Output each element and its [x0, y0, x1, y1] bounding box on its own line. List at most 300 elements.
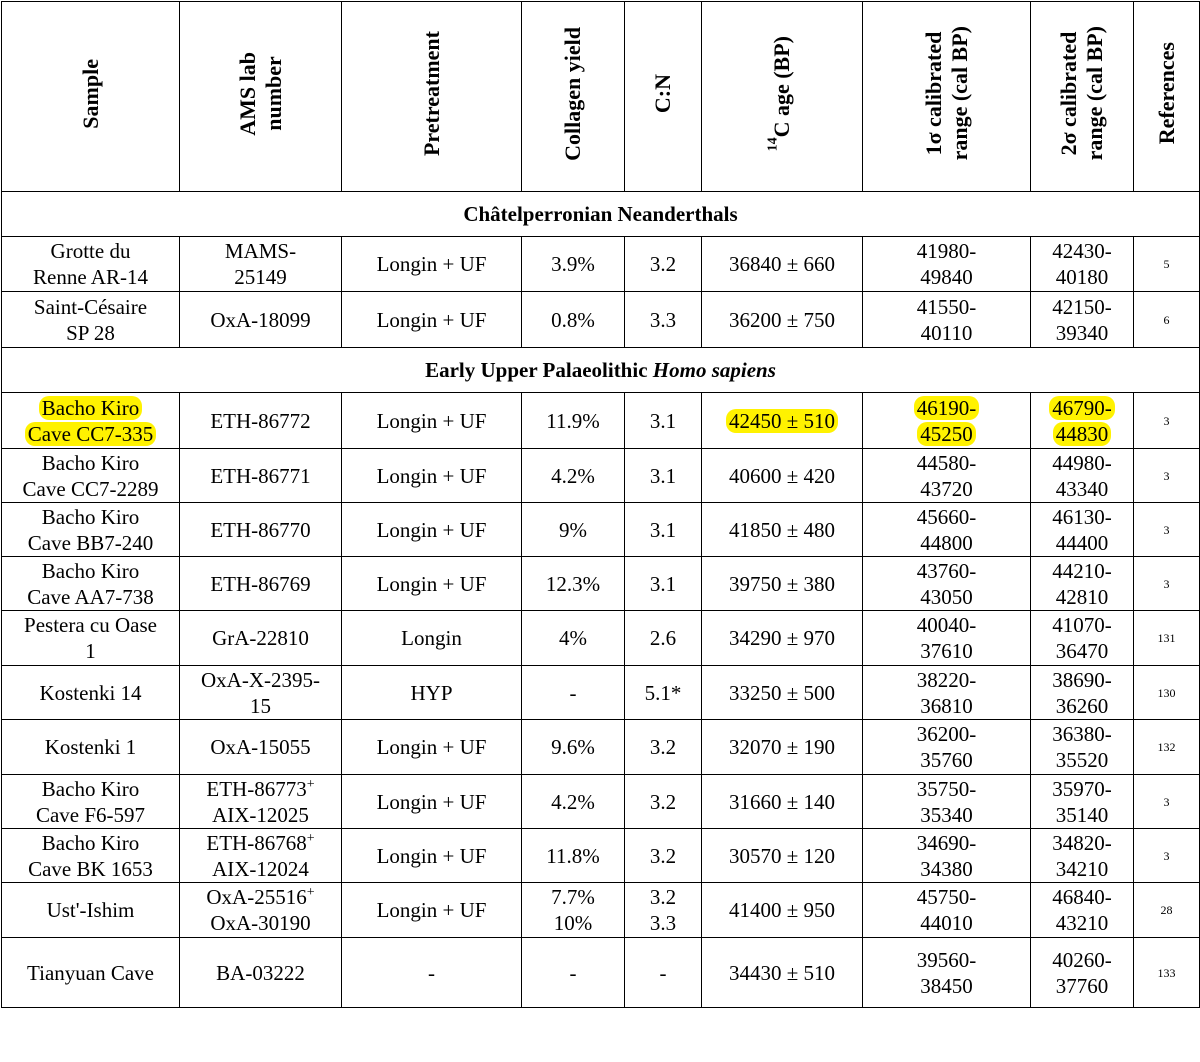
cell-cn — [625, 720, 702, 775]
cell-s2 — [1031, 557, 1134, 611]
cell-line: 44980- — [1052, 450, 1112, 475]
cell-line: 34690- — [916, 830, 977, 855]
cell-ams — [180, 557, 342, 611]
cell-line: OxA-18099 — [210, 307, 311, 332]
cell-line: 49840 — [920, 265, 973, 289]
cell-line: 39560- — [916, 947, 977, 972]
cell-line: OxA-25516 — [206, 885, 307, 909]
table-row — [2, 557, 1200, 611]
cell-s1 — [863, 938, 1031, 1008]
cell-text: 28 — [1160, 903, 1173, 917]
radiocarbon-table — [1, 1, 1200, 1008]
cell-col — [522, 938, 625, 1008]
cell-text: 3 — [1163, 794, 1170, 809]
cell-ams — [180, 883, 342, 938]
cell-ref — [1134, 883, 1200, 938]
table-row — [2, 503, 1200, 557]
cell-ref — [1134, 775, 1200, 829]
cell-sample — [2, 503, 180, 557]
cell-text: Longin + UF — [376, 898, 487, 922]
cell-text: 4% — [559, 626, 587, 650]
cell-col — [522, 720, 625, 775]
cell-s1 — [863, 237, 1031, 292]
cell-text: Longin — [401, 626, 462, 650]
cell-line: ETH-86769 — [210, 571, 311, 596]
cell-line: Cave BK 1653 — [28, 856, 153, 881]
cell-text: 36200 ± 750 — [728, 307, 836, 332]
cell-line: Ust'-Ishim — [46, 898, 135, 922]
cell-col — [522, 393, 625, 449]
cell-s1 — [863, 720, 1031, 775]
cell-text: 39750 ± 380 — [728, 571, 836, 596]
cell-cn — [625, 503, 702, 557]
cell-line: 46790- — [1052, 395, 1112, 420]
cell-s1 — [863, 883, 1031, 938]
cell-line: 44400 — [1055, 530, 1109, 555]
cell-text: 31660 ± 140 — [728, 789, 836, 814]
highlight-mark — [914, 396, 980, 446]
table-row — [2, 292, 1200, 348]
table-row — [2, 393, 1200, 449]
cell-text: 3.2 — [649, 885, 677, 909]
cell-pre — [342, 938, 522, 1008]
cell-col — [522, 611, 625, 666]
cell-col — [522, 503, 625, 557]
cell-sample — [2, 611, 180, 666]
cell-line: 46190- — [916, 395, 977, 420]
cell-text: 3 — [1163, 413, 1170, 428]
cell-ams — [180, 611, 342, 666]
cell-text: 133 — [1157, 965, 1176, 980]
table-row — [2, 237, 1200, 292]
cell-text: 33250 ± 500 — [728, 680, 836, 705]
cell-ams — [180, 449, 342, 503]
cell-text-second: 10% — [553, 911, 593, 935]
cell-text: - — [569, 680, 577, 705]
cell-ref — [1134, 666, 1200, 720]
cell-sample — [2, 557, 180, 611]
table-row — [2, 938, 1200, 1008]
cell-ref — [1134, 557, 1200, 611]
cell-text: 36840 ± 660 — [728, 252, 836, 276]
cell-text: 34290 ± 970 — [728, 626, 836, 650]
cell-sample — [2, 292, 180, 348]
cell-line: 36260 — [1055, 693, 1109, 718]
cell-text: Longin + UF — [376, 307, 487, 332]
cell-s1 — [863, 393, 1031, 449]
cell-pre — [342, 449, 522, 503]
cell-line: Kostenki 14 — [39, 680, 142, 705]
cell-line: ETH-86772 — [210, 408, 311, 433]
cell-age — [702, 449, 863, 503]
cell-line: Kostenki 1 — [44, 735, 137, 759]
cell-ref — [1134, 829, 1200, 883]
cell-line: 35520 — [1055, 748, 1109, 772]
cell-s1 — [863, 503, 1031, 557]
cell-text: 11.9% — [546, 408, 600, 433]
cell-text: 6 — [1163, 312, 1170, 327]
cell-cn — [625, 829, 702, 883]
cell-pre — [342, 720, 522, 775]
cell-text: - — [659, 960, 667, 985]
cell-age — [702, 775, 863, 829]
cell-line: 45750- — [916, 885, 977, 909]
cell-s2 — [1031, 611, 1134, 666]
cell-text: 3 — [1163, 576, 1170, 591]
cell-ref — [1134, 720, 1200, 775]
header-references: References — [1134, 2, 1200, 192]
cell-text: 3.1 — [649, 463, 677, 488]
cell-text: Longin + UF — [376, 843, 487, 868]
cell-ams — [180, 720, 342, 775]
section-title: Châtelperronian Neanderthals — [2, 192, 1200, 237]
cell-line: BA-03222 — [216, 960, 305, 985]
cell-line: Cave CC7-335 — [27, 421, 154, 446]
cell-s2 — [1031, 938, 1134, 1008]
cell-cn — [625, 393, 702, 449]
cell-sample — [2, 720, 180, 775]
plus-mark: + — [306, 830, 315, 846]
cell-text: 5.1* — [644, 680, 682, 705]
cell-age — [702, 393, 863, 449]
cell-s2 — [1031, 720, 1134, 775]
cell-ams — [180, 503, 342, 557]
cell-line: 43760- — [916, 558, 977, 583]
cell-line: ETH-86770 — [210, 517, 311, 542]
cell-text: 132 — [1157, 740, 1176, 754]
cell-text: 4.2% — [551, 463, 595, 488]
cell-line: AIX-12025 — [212, 802, 309, 827]
cell-pre — [342, 611, 522, 666]
cell-s1 — [863, 666, 1031, 720]
cell-text: 0.8% — [551, 307, 595, 332]
cell-line: 36380- — [1052, 722, 1112, 746]
cell-sample — [2, 883, 180, 938]
cell-line: 40260- — [1052, 947, 1112, 972]
table-row — [2, 720, 1200, 775]
cell-sample — [2, 829, 180, 883]
cell-line: Renne AR-14 — [33, 265, 148, 289]
cell-s2 — [1031, 775, 1134, 829]
cell-ref — [1134, 503, 1200, 557]
header-age: $^{14}$C age (BP) — [702, 2, 863, 192]
cell-line: 46840- — [1052, 885, 1112, 909]
cell-line: 40110 — [920, 320, 973, 345]
cell-line: 40040- — [916, 613, 977, 637]
cell-text: - — [428, 960, 435, 985]
cell-line: Bacho Kiro — [41, 504, 140, 529]
cell-pre — [342, 503, 522, 557]
cell-col — [522, 557, 625, 611]
highlight-mark — [1049, 396, 1115, 446]
cell-cn — [625, 557, 702, 611]
cell-line: Bacho Kiro — [41, 450, 140, 475]
cell-text: 41400 ± 950 — [728, 898, 836, 922]
cell-text: 7.7% — [551, 885, 595, 909]
section-title — [2, 348, 1200, 393]
cell-pre — [342, 393, 522, 449]
cell-sample — [2, 666, 180, 720]
cell-line: 15 — [250, 693, 271, 718]
cell-pre — [342, 557, 522, 611]
cell-line: 25149 — [234, 265, 287, 289]
cell-age — [702, 611, 863, 666]
cell-text: 42450 ± 510 — [728, 408, 836, 433]
cell-text: - — [569, 960, 577, 985]
cell-col — [522, 292, 625, 348]
cell-age — [702, 938, 863, 1008]
table-row — [2, 775, 1200, 829]
cell-text: 12.3% — [545, 571, 601, 596]
cell-line: Bacho Kiro — [41, 558, 140, 583]
cell-text: 32070 ± 190 — [728, 735, 836, 759]
cell-line: Tianyuan Cave — [27, 960, 154, 985]
cell-line: 36470 — [1055, 639, 1109, 663]
table-row — [2, 883, 1200, 938]
cell-col — [522, 237, 625, 292]
cell-s2 — [1031, 292, 1134, 348]
cell-ref — [1134, 237, 1200, 292]
cell-text: Longin + UF — [376, 408, 487, 433]
cell-age — [702, 503, 863, 557]
cell-text: 3 — [1163, 848, 1170, 863]
cell-line: 44830 — [1055, 421, 1109, 446]
cell-line: 41070- — [1052, 613, 1112, 637]
table-row — [2, 666, 1200, 720]
cell-line: SP 28 — [66, 320, 115, 345]
cell-text: 3.2 — [649, 252, 677, 276]
cell-line: Cave AA7-738 — [27, 584, 154, 609]
cell-line: Bacho Kiro — [41, 830, 140, 855]
cell-age — [702, 883, 863, 938]
cell-line: Cave F6-597 — [35, 802, 146, 827]
cell-ams — [180, 775, 342, 829]
cell-line: 45250 — [920, 421, 973, 446]
cell-age — [702, 666, 863, 720]
cell-s2 — [1031, 883, 1134, 938]
cell-line: 35750- — [916, 776, 977, 801]
cell-age — [702, 292, 863, 348]
cell-ref — [1134, 611, 1200, 666]
cell-line: 35760 — [920, 748, 973, 772]
cell-line: Cave BB7-240 — [27, 530, 154, 555]
cell-text: 5 — [1163, 257, 1170, 271]
cell-s1 — [863, 829, 1031, 883]
cell-text: 130 — [1157, 685, 1176, 700]
cell-line: 46130- — [1052, 504, 1112, 529]
table-row — [2, 611, 1200, 666]
cell-line: OxA-15055 — [210, 735, 311, 759]
cell-age — [702, 829, 863, 883]
plus-mark: + — [306, 776, 315, 792]
cell-pre — [342, 292, 522, 348]
cell-age — [702, 720, 863, 775]
cell-s2 — [1031, 503, 1134, 557]
cell-text: 2.6 — [649, 626, 677, 650]
cell-text: Longin + UF — [376, 517, 487, 542]
cell-s2 — [1031, 666, 1134, 720]
header-row — [2, 2, 1200, 192]
cell-line: ETH-86773 — [206, 776, 307, 801]
header-two-sigma: 2σ calibrated range (cal BP) — [1031, 2, 1134, 192]
cell-cn — [625, 666, 702, 720]
cell-text: 4.2% — [551, 789, 595, 814]
cell-text: 3 — [1163, 522, 1170, 537]
cell-s1 — [863, 557, 1031, 611]
cell-text: 3.2 — [649, 843, 677, 868]
cell-line: 41550- — [916, 294, 977, 319]
table-row — [2, 449, 1200, 503]
cell-line: 44580- — [916, 450, 977, 475]
cell-line: GrA-22810 — [212, 626, 309, 650]
cell-pre — [342, 775, 522, 829]
cell-text: 3.3 — [649, 307, 677, 332]
cell-text: HYP — [410, 680, 453, 705]
cell-sample — [2, 237, 180, 292]
cell-pre — [342, 883, 522, 938]
cell-text: Longin + UF — [376, 571, 487, 596]
cell-ams — [180, 829, 342, 883]
section-row-homo-sapiens — [2, 348, 1200, 393]
cell-line: 1 — [85, 639, 96, 663]
cell-line: 38690- — [1052, 667, 1112, 692]
cell-age — [702, 557, 863, 611]
cell-line: 43340 — [1055, 476, 1109, 501]
cell-s2 — [1031, 393, 1134, 449]
cell-col — [522, 883, 625, 938]
cell-s1 — [863, 611, 1031, 666]
header-pretreatment: Pretreatment — [342, 2, 522, 192]
cell-line: 34210 — [1055, 856, 1109, 881]
plus-mark: + — [306, 885, 315, 900]
cell-ams — [180, 938, 342, 1008]
cell-ams — [180, 393, 342, 449]
highlight-mark — [25, 396, 156, 446]
cell-line: 36200- — [916, 722, 977, 746]
cell-line: 44210- — [1052, 558, 1112, 583]
cell-line: 34380 — [920, 856, 973, 881]
cell-ams — [180, 292, 342, 348]
section-title-italic: Homo sapiens — [652, 358, 776, 382]
cell-text: 9% — [559, 517, 587, 542]
header-one-sigma: 1σ calibrated range (cal BP) — [863, 2, 1031, 192]
cell-sample — [2, 393, 180, 449]
cell-text: Longin + UF — [376, 789, 487, 814]
cell-line: Cave CC7-2289 — [22, 476, 159, 501]
cell-line: 38450 — [920, 973, 973, 998]
cell-text: Longin + UF — [376, 735, 487, 759]
cell-line: Grotte du — [50, 239, 131, 263]
cell-line: ETH-86771 — [210, 463, 311, 488]
cell-s1 — [863, 449, 1031, 503]
cell-line: Bacho Kiro — [41, 395, 140, 420]
cell-col — [522, 666, 625, 720]
cell-line: 43210 — [1055, 911, 1109, 935]
cell-cn — [625, 449, 702, 503]
cell-text: Longin + UF — [376, 252, 487, 276]
cell-s2 — [1031, 237, 1134, 292]
cell-line: 42810 — [1055, 584, 1109, 609]
cell-cn — [625, 237, 702, 292]
cell-sample — [2, 775, 180, 829]
cell-text-second: 3.3 — [649, 911, 677, 935]
cell-sample — [2, 938, 180, 1008]
cell-text: 9.6% — [551, 735, 595, 759]
header-sample: Sample — [2, 2, 180, 192]
cell-text: 30570 ± 120 — [728, 843, 836, 868]
cell-line: 42430- — [1052, 239, 1112, 263]
cell-s2 — [1031, 449, 1134, 503]
cell-line: MAMS- — [224, 239, 297, 263]
cell-line: AIX-12024 — [212, 856, 309, 881]
cell-text: 40600 ± 420 — [728, 463, 836, 488]
cell-text: 34430 ± 510 — [728, 960, 836, 985]
cell-ams — [180, 666, 342, 720]
cell-s1 — [863, 775, 1031, 829]
table-row — [2, 829, 1200, 883]
cell-col — [522, 829, 625, 883]
header-cn: C:N — [625, 2, 702, 192]
cell-cn — [625, 611, 702, 666]
section-row-neanderthals — [2, 192, 1200, 237]
cell-line: Bacho Kiro — [41, 776, 140, 801]
cell-sample — [2, 449, 180, 503]
cell-cn — [625, 292, 702, 348]
cell-line: 44800 — [920, 530, 973, 555]
cell-pre — [342, 237, 522, 292]
header-collagen: Collagen yield — [522, 2, 625, 192]
cell-line: 35340 — [920, 802, 973, 827]
cell-line: 45660- — [916, 504, 977, 529]
cell-line: 35970- — [1052, 776, 1112, 801]
cell-text: 3 — [1163, 468, 1170, 483]
cell-line: 38220- — [916, 667, 977, 692]
cell-line: 39340 — [1055, 320, 1109, 345]
cell-line: Saint-Césaire — [33, 294, 148, 319]
cell-line: OxA-30190 — [210, 911, 311, 935]
cell-line: 35140 — [1055, 802, 1109, 827]
cell-line: Pestera cu Oase — [24, 613, 157, 637]
cell-text: 3.1 — [649, 571, 677, 596]
cell-ref — [1134, 938, 1200, 1008]
cell-cn — [625, 775, 702, 829]
cell-line: 43720 — [920, 476, 973, 501]
cell-line: 43050 — [920, 584, 973, 609]
cell-text: 11.8% — [546, 843, 600, 868]
cell-line: 37760 — [1055, 973, 1109, 998]
cell-col — [522, 449, 625, 503]
cell-line: 37610 — [920, 639, 973, 663]
cell-text: 41850 ± 480 — [728, 517, 836, 542]
cell-ref — [1134, 292, 1200, 348]
cell-line: 44010 — [920, 911, 973, 935]
cell-line: OxA-X-2395- — [201, 667, 320, 692]
cell-text: 3.9% — [551, 252, 595, 276]
cell-line: 42150- — [1052, 294, 1112, 319]
cell-line: ETH-86768 — [206, 830, 307, 855]
cell-pre — [342, 829, 522, 883]
cell-text: 131 — [1157, 631, 1176, 645]
cell-line: 40180 — [1055, 265, 1109, 289]
cell-col — [522, 775, 625, 829]
cell-line: 41980- — [916, 239, 977, 263]
cell-text: 3.2 — [649, 735, 677, 759]
cell-ref — [1134, 449, 1200, 503]
header-ams: AMS lab number — [180, 2, 342, 192]
cell-text: 3.1 — [649, 517, 677, 542]
cell-age — [702, 237, 863, 292]
cell-text: 3.2 — [649, 789, 677, 814]
